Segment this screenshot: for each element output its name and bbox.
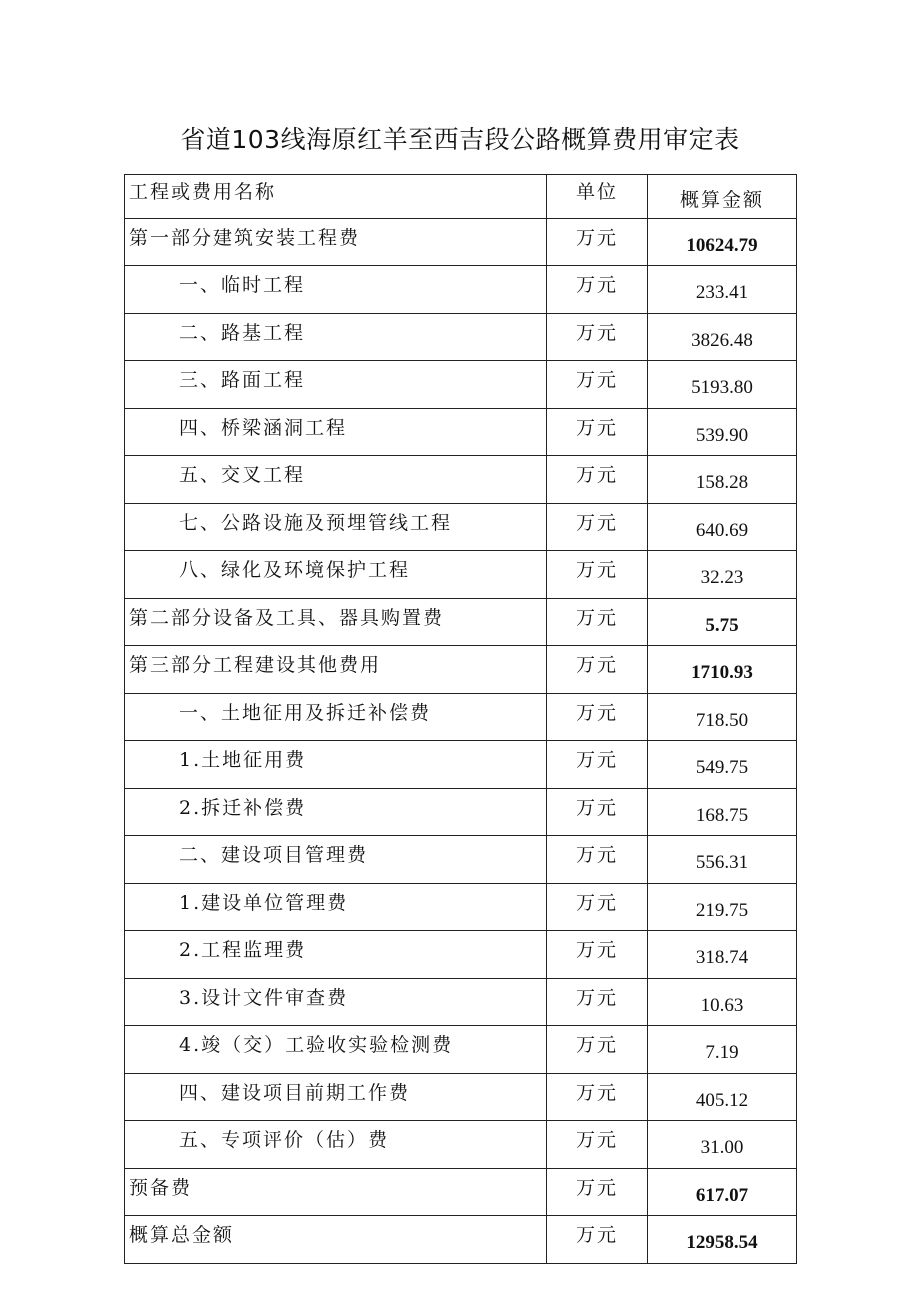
header-unit: 单位 xyxy=(547,175,648,219)
table-row xyxy=(125,266,797,314)
table-row xyxy=(125,361,797,409)
row-amount: 233.41 xyxy=(648,266,797,314)
row-amount: 1710.93 xyxy=(648,646,797,694)
row-amount: 549.75 xyxy=(648,741,797,789)
row-name: 4.竣（交）工验收实验检测费 xyxy=(125,1026,547,1074)
table-row xyxy=(125,1121,797,1169)
row-unit: 万元 xyxy=(547,646,648,694)
table-row xyxy=(125,218,797,266)
row-unit: 万元 xyxy=(547,1073,648,1121)
table-row xyxy=(125,931,797,979)
row-amount: 5193.80 xyxy=(648,361,797,409)
table-header-row xyxy=(125,175,797,219)
row-name: 预备费 xyxy=(125,1168,547,1216)
row-name: 八、绿化及环境保护工程 xyxy=(125,551,547,599)
table-row xyxy=(125,1026,797,1074)
row-amount: 158.28 xyxy=(648,456,797,504)
row-amount: 219.75 xyxy=(648,883,797,931)
row-unit: 万元 xyxy=(547,978,648,1026)
row-unit: 万元 xyxy=(547,266,648,314)
row-name: 2.工程监理费 xyxy=(125,931,547,979)
row-amount: 5.75 xyxy=(648,598,797,646)
row-unit: 万元 xyxy=(547,1168,648,1216)
row-unit: 万元 xyxy=(547,931,648,979)
row-name: 二、建设项目管理费 xyxy=(125,836,547,884)
row-name: 五、专项评价（估）费 xyxy=(125,1121,547,1169)
table-row xyxy=(125,503,797,551)
table-row xyxy=(125,788,797,836)
row-name: 1.建设单位管理费 xyxy=(125,883,547,931)
header-name: 工程或费用名称 xyxy=(125,175,547,219)
table-row xyxy=(125,646,797,694)
row-amount: 7.19 xyxy=(648,1026,797,1074)
row-name: 四、建设项目前期工作费 xyxy=(125,1073,547,1121)
row-name: 第三部分工程建设其他费用 xyxy=(125,646,547,694)
row-name: 三、路面工程 xyxy=(125,361,547,409)
table-row xyxy=(125,883,797,931)
row-name: 七、公路设施及预埋管线工程 xyxy=(125,503,547,551)
header-amount: 概算金额 xyxy=(648,175,797,219)
row-unit: 万元 xyxy=(547,1216,648,1264)
table-row xyxy=(125,741,797,789)
row-amount: 556.31 xyxy=(648,836,797,884)
row-unit: 万元 xyxy=(547,456,648,504)
row-unit: 万元 xyxy=(547,693,648,741)
row-amount: 718.50 xyxy=(648,693,797,741)
row-amount: 10.63 xyxy=(648,978,797,1026)
table-row xyxy=(125,598,797,646)
table-row xyxy=(125,1168,797,1216)
row-amount: 3826.48 xyxy=(648,313,797,361)
row-amount: 405.12 xyxy=(648,1073,797,1121)
row-amount: 31.00 xyxy=(648,1121,797,1169)
row-amount: 539.90 xyxy=(648,408,797,456)
row-amount: 318.74 xyxy=(648,931,797,979)
row-amount: 617.07 xyxy=(648,1168,797,1216)
document-title: 省道103线海原红羊至西吉段公路概算费用审定表 xyxy=(180,125,740,154)
table-row xyxy=(125,551,797,599)
row-name: 第一部分建筑安装工程费 xyxy=(125,218,547,266)
row-name: 四、桥梁涵洞工程 xyxy=(125,408,547,456)
row-unit: 万元 xyxy=(547,598,648,646)
row-unit: 万元 xyxy=(547,741,648,789)
row-unit: 万元 xyxy=(547,1026,648,1074)
row-unit: 万元 xyxy=(547,1121,648,1169)
table-row xyxy=(125,456,797,504)
row-unit: 万元 xyxy=(547,408,648,456)
table-body xyxy=(125,175,797,1264)
row-unit: 万元 xyxy=(547,503,648,551)
table-row xyxy=(125,978,797,1026)
table-row xyxy=(125,836,797,884)
row-amount: 12958.54 xyxy=(648,1216,797,1264)
row-unit: 万元 xyxy=(547,218,648,266)
row-unit: 万元 xyxy=(547,883,648,931)
row-unit: 万元 xyxy=(547,361,648,409)
row-name: 一、土地征用及拆迁补偿费 xyxy=(125,693,547,741)
table-row xyxy=(125,693,797,741)
row-amount: 10624.79 xyxy=(648,218,797,266)
table-row xyxy=(125,408,797,456)
row-name: 第二部分设备及工具、器具购置费 xyxy=(125,598,547,646)
row-amount: 32.23 xyxy=(648,551,797,599)
row-unit: 万元 xyxy=(547,788,648,836)
row-unit: 万元 xyxy=(547,836,648,884)
row-amount: 168.75 xyxy=(648,788,797,836)
row-name: 2.拆迁补偿费 xyxy=(125,788,547,836)
row-unit: 万元 xyxy=(547,551,648,599)
row-name: 3.设计文件审查费 xyxy=(125,978,547,1026)
row-unit: 万元 xyxy=(547,313,648,361)
table-row xyxy=(125,1216,797,1264)
row-name: 一、临时工程 xyxy=(125,266,547,314)
cost-table xyxy=(124,174,797,1264)
table-row xyxy=(125,313,797,361)
row-name: 五、交叉工程 xyxy=(125,456,547,504)
table-row xyxy=(125,1073,797,1121)
row-name: 1.土地征用费 xyxy=(125,741,547,789)
row-name: 概算总金额 xyxy=(125,1216,547,1264)
row-name: 二、路基工程 xyxy=(125,313,547,361)
row-amount: 640.69 xyxy=(648,503,797,551)
